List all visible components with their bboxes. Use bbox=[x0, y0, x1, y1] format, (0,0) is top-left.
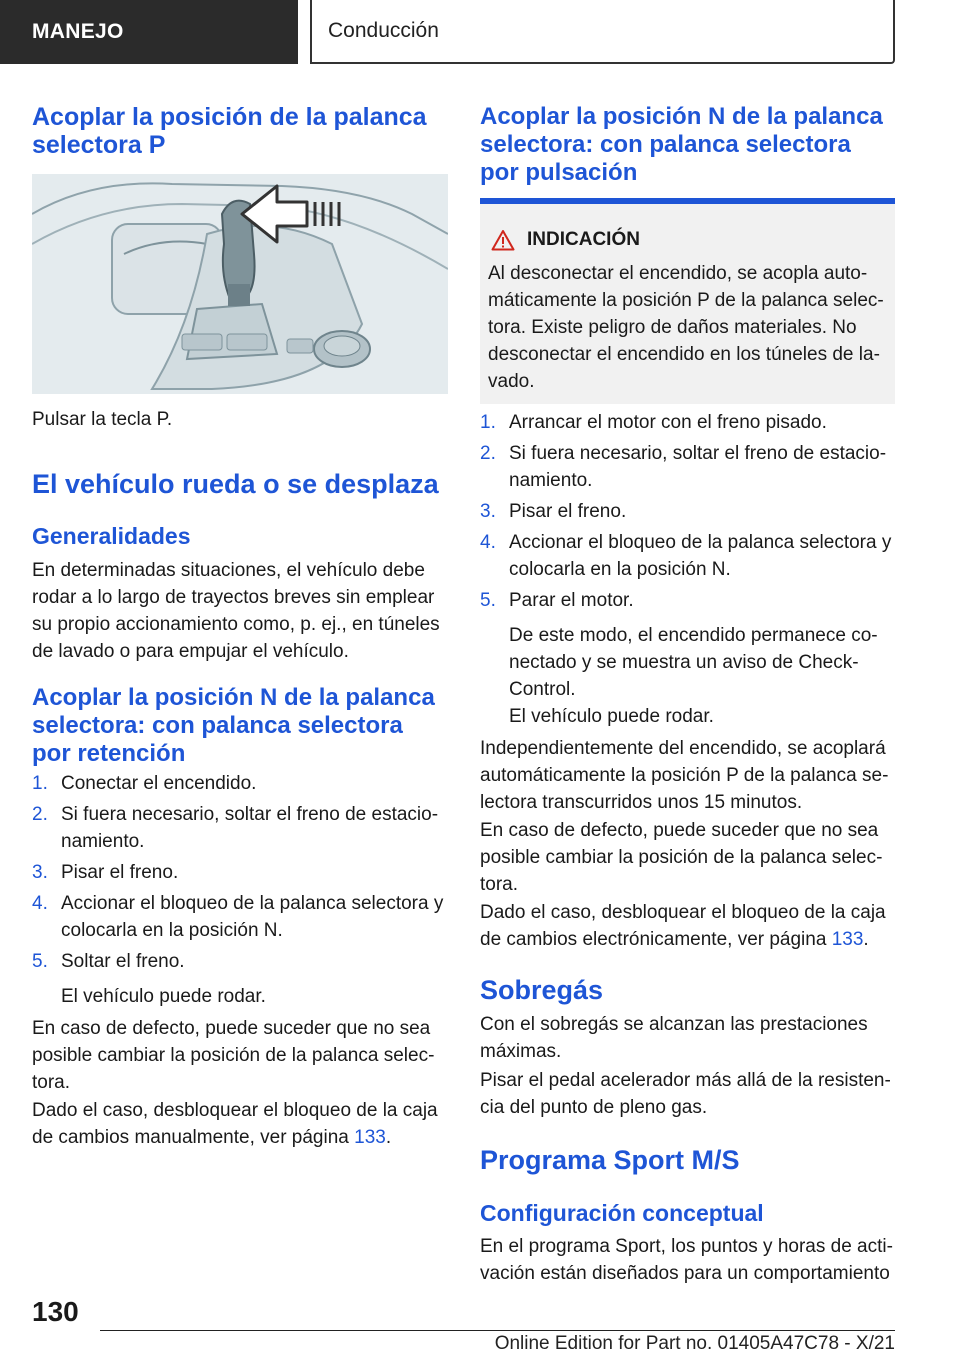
steps-list-pulsacion bbox=[480, 409, 896, 614]
list-item bbox=[32, 859, 448, 886]
step-text: Conectar el encendido. bbox=[61, 773, 257, 794]
warning-triangle-icon bbox=[491, 229, 515, 251]
paragraph-independientemente: Independientemente del encendido, se acoplará automáticamente la posición P de la palanca selectora transcurridos unos 15 minutos. bbox=[480, 738, 889, 813]
heading-acoplar-n-retencion: Acoplar la posición N de la palanca selectora: con palanca selectora por retención bbox=[32, 684, 435, 767]
step-text: Arrancar el motor con el freno pisado. bbox=[509, 412, 827, 433]
paragraph-dado-caso bbox=[32, 1097, 448, 1151]
note-title: INDICACIÓN bbox=[527, 229, 640, 250]
heading-acoplar-p: Acoplar la posición de la palanca selectora P bbox=[32, 103, 427, 159]
step5-note-check-control: De este modo, el encendido permanece conectado y se muestra un aviso de Check-Control. bbox=[509, 625, 878, 700]
step-number: 3. bbox=[32, 862, 48, 883]
list-item bbox=[480, 440, 896, 494]
paragraph-sobregas-2: Pisar el pedal acelerador más allá de la resistencia del punto de pleno gas. bbox=[480, 1070, 891, 1118]
page-link[interactable]: 133 bbox=[354, 1127, 386, 1148]
step-number: 5. bbox=[480, 590, 496, 611]
step-text: Soltar el freno. bbox=[61, 951, 185, 972]
section-title: Conducción bbox=[328, 19, 439, 42]
section-tab bbox=[310, 0, 895, 64]
paragraph-text: Dado el caso, desbloquear el bloqueo de la caja de cambios electrónicamente, ver página bbox=[480, 902, 886, 950]
paragraph-defecto: En caso de defecto, puede suceder que no sea posible cambiar la posición de la palanca selectora. bbox=[32, 1018, 435, 1093]
step-number: 5. bbox=[32, 951, 48, 972]
warning-note bbox=[480, 198, 895, 404]
page-link[interactable]: 133 bbox=[831, 929, 864, 950]
paragraph-generalidades: En determinadas situaciones, el vehículo debe rodar a lo largo de trayectos breves sin emplear su propio accionamiento como, p. ej., en túneles de lavado o para empujar el vehículo. bbox=[32, 560, 440, 662]
step-number: 2. bbox=[32, 804, 48, 825]
step-text: Accionar el bloqueo de la palanca selectora y colocarla en la posición N. bbox=[61, 893, 444, 941]
heading-acoplar-n-pulsacion: Acoplar la posición N de la palanca selectora: con palanca selectora por pulsación bbox=[480, 103, 883, 186]
list-item bbox=[32, 890, 448, 944]
paragraph-defecto-right: En caso de defecto, puede suceder que no sea posible cambiar la posición de la palanca selectora. bbox=[480, 820, 883, 895]
step-number: 2. bbox=[480, 443, 496, 464]
list-item bbox=[480, 409, 896, 436]
heading-generalidades: Generalidades bbox=[32, 523, 191, 549]
paragraph-sobregas-1: Con el sobregás se alcanzan las prestaciones máximas. bbox=[480, 1014, 868, 1062]
note-title-row bbox=[488, 226, 887, 254]
heading-vehiculo-rueda: El vehículo rueda o se desplaza bbox=[32, 469, 439, 499]
step-text: Pisar el freno. bbox=[509, 501, 627, 522]
step-text: Parar el motor. bbox=[509, 590, 634, 611]
step-number: 1. bbox=[480, 412, 496, 433]
list-item bbox=[32, 801, 448, 855]
note-text: Al desconectar el encendido, se acopla automáticamente la posición P de la palanca selectora. Existe peligro de daños materiales. No desconectar el encendido en los túneles de lavado. bbox=[488, 263, 884, 392]
step5-note: El vehículo puede rodar. bbox=[61, 986, 266, 1007]
step-number: 3. bbox=[480, 501, 496, 522]
selector-lever-illustration bbox=[32, 174, 448, 394]
step-text: Si fuera necesario, soltar el freno de estacionamiento. bbox=[61, 804, 439, 852]
chapter-tab bbox=[0, 0, 298, 64]
paragraph-configuracion: En el programa Sport, los puntos y horas de activación están diseñados para un comportamiento bbox=[480, 1236, 893, 1284]
heading-programa-sport: Programa Sport M/S bbox=[480, 1145, 740, 1175]
step-text: Pisar el freno. bbox=[61, 862, 179, 883]
heading-configuracion: Configuración conceptual bbox=[480, 1200, 764, 1226]
paragraph-end: . bbox=[385, 1127, 392, 1148]
step5-note-rodar: El vehículo puede rodar. bbox=[509, 706, 714, 727]
paragraph-text: Dado el caso, desbloquear el bloqueo de la caja de cambios manualmente, ver página bbox=[32, 1100, 438, 1148]
paragraph-end: . bbox=[863, 929, 869, 950]
image-caption: Pulsar la tecla P. bbox=[32, 409, 173, 430]
step-number: 4. bbox=[480, 532, 496, 553]
step-number: 4. bbox=[32, 893, 48, 914]
step-text: Accionar el bloqueo de la palanca selectora y colocarla en la posición N. bbox=[509, 532, 892, 580]
paragraph-dado-caso-right bbox=[480, 899, 896, 953]
list-item bbox=[480, 587, 896, 614]
list-item bbox=[480, 498, 896, 525]
steps-list-retencion bbox=[32, 770, 448, 975]
footer-edition: Online Edition for Part no. 01405A47C78 - X/21 bbox=[494, 1333, 895, 1354]
chapter-title: MANEJO bbox=[32, 20, 124, 43]
list-item bbox=[480, 529, 896, 583]
list-item bbox=[32, 948, 448, 975]
selector-lever-drawing bbox=[32, 174, 448, 394]
list-item bbox=[32, 770, 448, 797]
step-text: Si fuera necesario, soltar el freno de estacionamiento. bbox=[509, 443, 887, 491]
page-number: 130 bbox=[32, 1296, 79, 1327]
footer-divider bbox=[100, 1330, 895, 1331]
heading-sobregas: Sobregás bbox=[480, 975, 604, 1005]
step-number: 1. bbox=[32, 773, 48, 794]
